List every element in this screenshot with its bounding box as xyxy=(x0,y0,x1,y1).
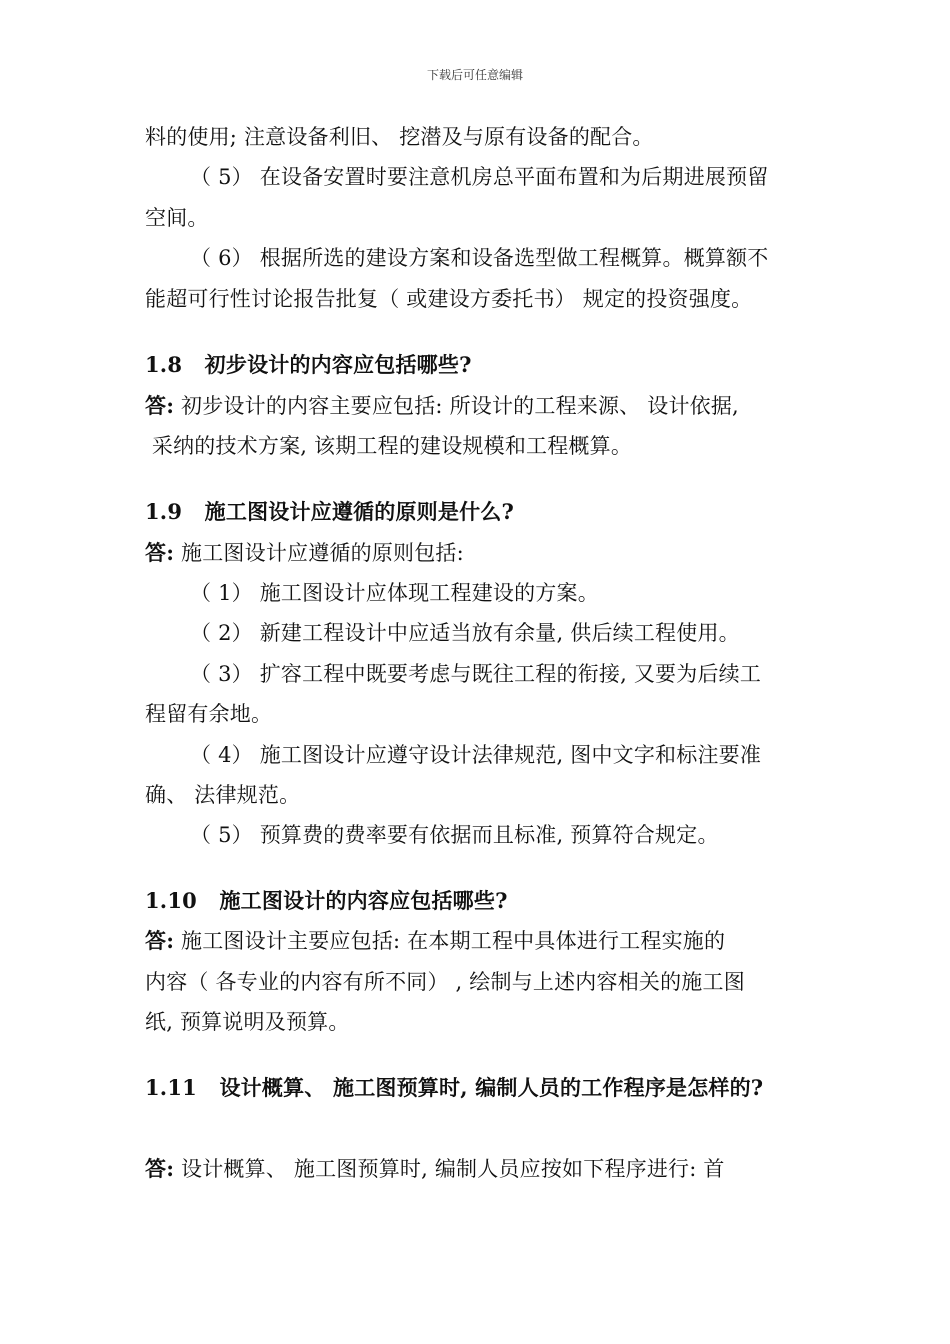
list-item-3: （ 3） 扩容工程中既要考虑与既往工程的衔接, 又要为后续工 xyxy=(190,662,762,686)
list-item-6: （ 6） 根据所选的建设方案和设备选型做工程概算。概算额不 xyxy=(190,246,769,270)
answer-label: 答: xyxy=(145,928,175,953)
list-item-4: （ 4） 施工图设计应遵守设计法律规范, 图中文字和标注要准 xyxy=(190,743,762,767)
body-text-line: 采纳的技术方案, 该期工程的建设规模和工程概算。 xyxy=(145,434,633,458)
body-text-line: 确、 法律规范。 xyxy=(145,783,301,807)
body-text-line: 纸, 预算说明及预算。 xyxy=(145,1010,350,1034)
answer-line xyxy=(145,1155,725,1183)
list-item-1: （ 1） 施工图设计应体现工程建设的方案。 xyxy=(190,581,599,605)
body-text-line: 内容（ 各专业的内容有所不同） , 绘制与上述内容相关的施工图 xyxy=(145,970,745,994)
list-item-5: （ 5） 预算费的费率要有依据而且标准, 预算符合规定。 xyxy=(190,823,719,847)
section-heading-1-8: 1.8 初步设计的内容应包括哪些? xyxy=(145,352,472,377)
page-header: 下载后可任意编辑 xyxy=(426,68,523,82)
answer-text: 施工图设计应遵循的原则包括: xyxy=(174,541,464,565)
answer-text: 设计概算、 施工图预算时, 编制人员应按如下程序进行: 首 xyxy=(174,1157,725,1181)
answer-label: 答: xyxy=(145,393,175,418)
list-item-2: （ 2） 新建工程设计中应适当放有余量, 供后续工程使用。 xyxy=(190,621,740,645)
body-text-line: 料的使用; 注意设备利旧、 挖潜及与原有设备的配合。 xyxy=(145,125,654,149)
answer-text: 施工图设计主要应包括: 在本期工程中具体进行工程实施的 xyxy=(174,929,726,953)
body-text-line: 空间。 xyxy=(145,206,209,230)
section-heading-1-9: 1.9 施工图设计应遵循的原则是什么? xyxy=(145,499,514,524)
answer-line xyxy=(145,927,725,955)
section-heading-1-10: 1.10 施工图设计的内容应包括哪些? xyxy=(145,888,508,913)
section-heading-1-11: 1.11 设计概算、 施工图预算时, 编制人员的工作程序是怎样的? xyxy=(145,1075,764,1100)
answer-label: 答: xyxy=(145,1156,175,1181)
answer-line xyxy=(145,392,739,420)
list-item-5: （ 5） 在设备安置时要注意机房总平面布置和为后期进展预留 xyxy=(190,165,769,189)
body-text-line: 程留有余地。 xyxy=(145,702,273,726)
body-text-line: 能超可行性讨论报告批复（ 或建设方委托书） 规定的投资强度。 xyxy=(145,287,753,311)
answer-line xyxy=(145,539,464,567)
answer-label: 答: xyxy=(145,540,175,565)
answer-text: 初步设计的内容主要应包括: 所设计的工程来源、 设计依据, xyxy=(174,394,739,418)
